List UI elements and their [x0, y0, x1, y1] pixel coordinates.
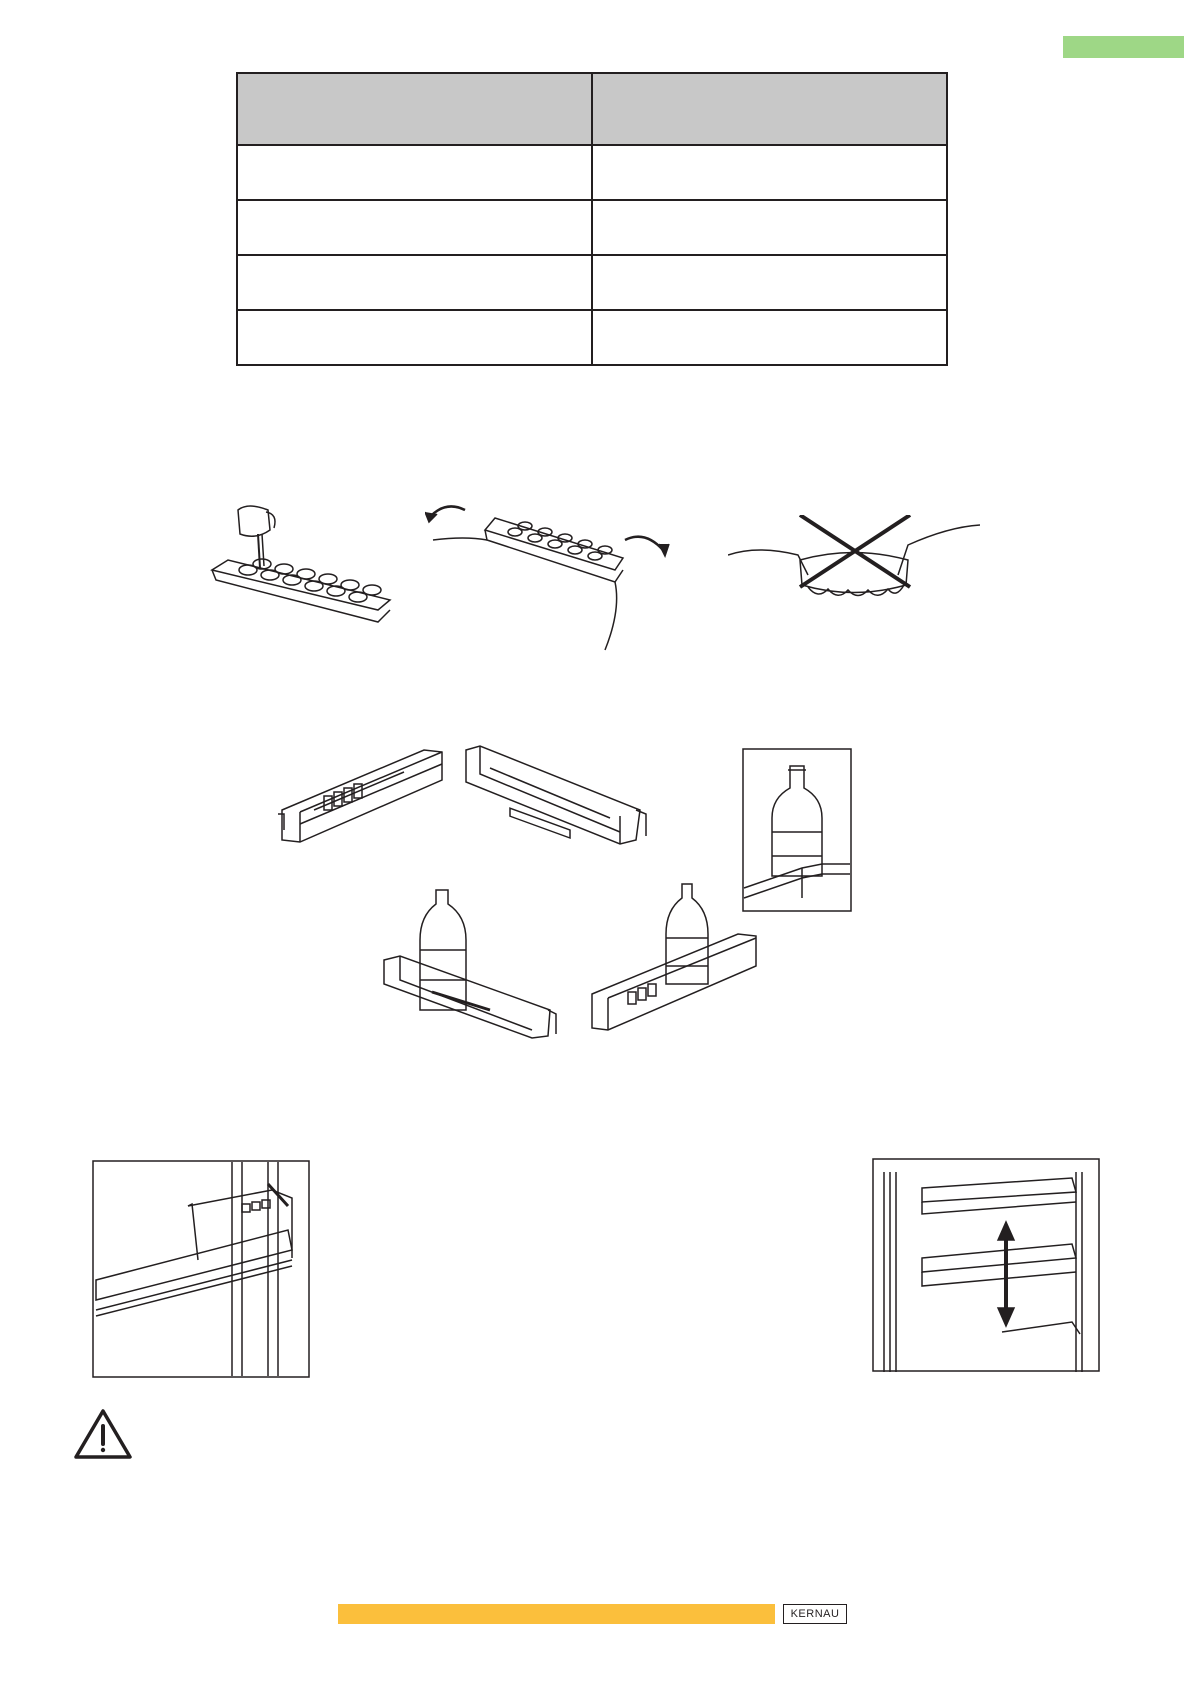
door-bin-clip-icon [460, 740, 650, 860]
table-header-cell [592, 73, 947, 145]
info-table [236, 72, 948, 366]
warning-icon [73, 1408, 133, 1460]
door-bin-bottle-clip-icon [588, 874, 758, 1054]
table-cell [237, 310, 592, 365]
table-row [237, 200, 947, 255]
table-cell [237, 200, 592, 255]
table-row [237, 255, 947, 310]
bottle-holder-icon [742, 748, 852, 912]
table-cell [592, 255, 947, 310]
table-cell [592, 310, 947, 365]
table-header-row [237, 73, 947, 145]
table-cell [237, 255, 592, 310]
language-tab [1063, 36, 1184, 58]
table-row [237, 310, 947, 365]
brand-label: KERNAU [783, 1604, 847, 1624]
table-cell [592, 145, 947, 200]
table-cell [592, 200, 947, 255]
shelf-rail-icon [92, 1160, 310, 1378]
footer-bar [338, 1604, 775, 1624]
table-header-cell [237, 73, 592, 145]
door-bin-bottle-icon [380, 880, 560, 1040]
table-row [237, 145, 947, 200]
shelf-adjust-icon [872, 1158, 1100, 1372]
door-bin-icon [274, 740, 444, 860]
ice-tray-fill-icon [208, 500, 394, 640]
ice-tray-wrong-twist-icon [728, 515, 980, 625]
table-cell [237, 145, 592, 200]
ice-tray-twist-icon [425, 500, 675, 660]
